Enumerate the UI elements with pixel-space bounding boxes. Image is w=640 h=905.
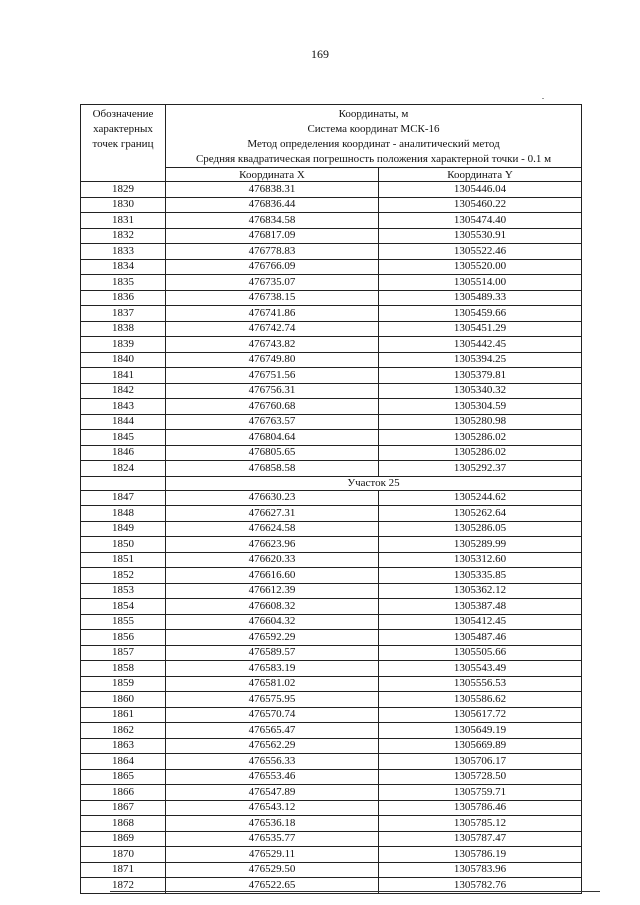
point-id-cell: 1844 xyxy=(81,414,166,430)
coordinate-x-cell: 476804.64 xyxy=(166,430,379,446)
coordinate-y-cell: 1305522.46 xyxy=(379,244,582,260)
table-row xyxy=(81,337,582,353)
table-row xyxy=(81,723,582,739)
coordinate-y-cell: 1305556.53 xyxy=(379,676,582,692)
point-id-cell: 1848 xyxy=(81,506,166,522)
table-row xyxy=(81,290,582,306)
coordinate-y-cell: 1305543.49 xyxy=(379,661,582,677)
table-row xyxy=(81,445,582,461)
group2-rows xyxy=(81,490,582,893)
coordinate-y-cell: 1305394.25 xyxy=(379,352,582,368)
point-id-cell: 1836 xyxy=(81,290,166,306)
point-id-cell: 1862 xyxy=(81,723,166,739)
coordinate-x-cell: 476562.29 xyxy=(166,738,379,754)
table-row xyxy=(81,213,582,229)
table-row xyxy=(81,630,582,646)
coordinate-x-cell: 476556.33 xyxy=(166,754,379,770)
coordinate-x-cell: 476529.11 xyxy=(166,847,379,863)
table-row xyxy=(81,661,582,677)
section-row xyxy=(81,476,582,490)
point-id-cell: 1864 xyxy=(81,754,166,770)
coordinate-x-cell: 476760.68 xyxy=(166,399,379,415)
coordinate-x-cell: 476581.02 xyxy=(166,676,379,692)
coordinate-y-cell: 1305451.29 xyxy=(379,321,582,337)
coordinate-y-cell: 1305446.04 xyxy=(379,182,582,198)
coordinates-sheet xyxy=(80,104,581,894)
coordinate-x-cell: 476834.58 xyxy=(166,213,379,229)
point-id-cell: 1830 xyxy=(81,197,166,213)
table-row xyxy=(81,399,582,415)
point-id-cell: 1850 xyxy=(81,537,166,553)
table-row xyxy=(81,244,582,260)
point-id-cell: 1852 xyxy=(81,568,166,584)
coordinate-x-cell: 476608.32 xyxy=(166,599,379,615)
coordinate-x-cell: 476620.33 xyxy=(166,552,379,568)
point-id-cell: 1837 xyxy=(81,306,166,322)
section-blank-cell xyxy=(81,476,166,490)
point-id-cell: 1832 xyxy=(81,228,166,244)
coordinate-x-cell: 476535.77 xyxy=(166,831,379,847)
point-id-cell: 1833 xyxy=(81,244,166,260)
point-id-cell: 1841 xyxy=(81,368,166,384)
point-designation-header xyxy=(81,105,166,182)
table-row xyxy=(81,306,582,322)
coordinate-y-cell: 1305286.02 xyxy=(379,430,582,446)
point-id-cell: 1870 xyxy=(81,847,166,863)
coordinate-y-cell: 1305304.59 xyxy=(379,399,582,415)
point-id-cell: 1868 xyxy=(81,816,166,832)
coordinate-y-cell: 1305412.45 xyxy=(379,614,582,630)
coordinate-x-cell: 476838.31 xyxy=(166,182,379,198)
point-id-cell: 1863 xyxy=(81,738,166,754)
point-id-cell: 1845 xyxy=(81,430,166,446)
coordinate-y-header: Координата Y xyxy=(379,168,582,182)
coordinate-x-cell: 476738.15 xyxy=(166,290,379,306)
coordinate-y-cell: 1305649.19 xyxy=(379,723,582,739)
table-row xyxy=(81,847,582,863)
coordinate-x-cell: 476763.57 xyxy=(166,414,379,430)
point-id-cell: 1847 xyxy=(81,490,166,506)
table-row xyxy=(81,259,582,275)
coordinate-y-cell: 1305783.96 xyxy=(379,862,582,878)
header-left-line: Обозначение xyxy=(92,108,154,120)
coordinate-y-cell: 1305289.99 xyxy=(379,537,582,553)
coordinate-y-cell: 1305787.47 xyxy=(379,831,582,847)
table-row xyxy=(81,228,582,244)
coordinate-x-cell: 476553.46 xyxy=(166,769,379,785)
coordinate-y-cell: 1305520.00 xyxy=(379,259,582,275)
coordinate-y-cell: 1305442.45 xyxy=(379,337,582,353)
point-id-cell: 1871 xyxy=(81,862,166,878)
table-row xyxy=(81,785,582,801)
point-id-cell: 1831 xyxy=(81,213,166,229)
table-row xyxy=(81,414,582,430)
coordinate-y-cell: 1305586.62 xyxy=(379,692,582,708)
point-id-cell: 1861 xyxy=(81,707,166,723)
table-row xyxy=(81,352,582,368)
coordinate-x-cell: 476751.56 xyxy=(166,368,379,384)
table-row xyxy=(81,800,582,816)
coordinate-y-cell: 1305617.72 xyxy=(379,707,582,723)
section-title: Участок 25 xyxy=(166,476,582,490)
table-row xyxy=(81,506,582,522)
coordinate-x-cell: 476589.57 xyxy=(166,645,379,661)
coordinate-y-cell: 1305759.71 xyxy=(379,785,582,801)
header-left-line: характерных xyxy=(93,123,153,135)
table-row xyxy=(81,490,582,506)
table-row xyxy=(81,707,582,723)
coordinate-y-cell: 1305782.76 xyxy=(379,878,582,894)
coordinate-y-cell: 1305286.02 xyxy=(379,445,582,461)
coordinate-x-cell: 476756.31 xyxy=(166,383,379,399)
table-row xyxy=(81,383,582,399)
table-row xyxy=(81,831,582,847)
coordinate-x-cell: 476565.47 xyxy=(166,723,379,739)
coordinate-y-cell: 1305362.12 xyxy=(379,583,582,599)
point-id-cell: 1853 xyxy=(81,583,166,599)
point-id-cell: 1843 xyxy=(81,399,166,415)
point-id-cell: 1858 xyxy=(81,661,166,677)
coordinate-x-cell: 476612.39 xyxy=(166,583,379,599)
point-id-cell: 1867 xyxy=(81,800,166,816)
coordinate-y-cell: 1305786.19 xyxy=(379,847,582,863)
coordinate-y-cell: 1305280.98 xyxy=(379,414,582,430)
coordinate-x-cell: 476592.29 xyxy=(166,630,379,646)
table-row xyxy=(81,537,582,553)
coordinate-y-cell: 1305286.05 xyxy=(379,521,582,537)
coordinate-x-cell: 476749.80 xyxy=(166,352,379,368)
coordinate-y-cell: 1305460.22 xyxy=(379,197,582,213)
header-left-line: точек границ xyxy=(92,138,154,150)
coordinate-x-cell: 476858.58 xyxy=(166,461,379,477)
point-id-cell: 1865 xyxy=(81,769,166,785)
point-id-cell: 1857 xyxy=(81,645,166,661)
table-row xyxy=(81,769,582,785)
point-id-cell: 1838 xyxy=(81,321,166,337)
coordinate-y-cell: 1305785.12 xyxy=(379,816,582,832)
point-id-cell: 1866 xyxy=(81,785,166,801)
table-row xyxy=(81,197,582,213)
coordinate-x-cell: 476735.07 xyxy=(166,275,379,291)
coordinate-x-cell: 476766.09 xyxy=(166,259,379,275)
coordinate-x-cell: 476547.89 xyxy=(166,785,379,801)
coordinate-x-cell: 476604.32 xyxy=(166,614,379,630)
table-row xyxy=(81,368,582,384)
point-id-cell: 1859 xyxy=(81,676,166,692)
table-row xyxy=(81,321,582,337)
table-row xyxy=(81,754,582,770)
coordinate-y-cell: 1305262.64 xyxy=(379,506,582,522)
point-id-cell: 1834 xyxy=(81,259,166,275)
coordinate-y-cell: 1305728.50 xyxy=(379,769,582,785)
coordinate-y-cell: 1305514.00 xyxy=(379,275,582,291)
coordinate-y-cell: 1305487.46 xyxy=(379,630,582,646)
point-id-cell: 1842 xyxy=(81,383,166,399)
coordinate-y-cell: 1305669.89 xyxy=(379,738,582,754)
coordinate-y-cell: 1305244.62 xyxy=(379,490,582,506)
table-row xyxy=(81,645,582,661)
point-id-cell: 1824 xyxy=(81,461,166,477)
point-id-cell: 1855 xyxy=(81,614,166,630)
table-header-row xyxy=(81,105,582,168)
table-row xyxy=(81,676,582,692)
coordinate-y-cell: 1305379.81 xyxy=(379,368,582,384)
point-id-cell: 1872 xyxy=(81,878,166,894)
point-id-cell: 1860 xyxy=(81,692,166,708)
coordinates-table xyxy=(80,104,582,894)
coordinate-y-cell: 1305340.32 xyxy=(379,383,582,399)
coordinate-x-cell: 476743.82 xyxy=(166,337,379,353)
coordinates-header xyxy=(166,105,582,168)
coordinate-x-cell: 476817.09 xyxy=(166,228,379,244)
coordinate-y-cell: 1305387.48 xyxy=(379,599,582,615)
table-row xyxy=(81,521,582,537)
header-right-line: Метод определения координат - аналитический метод xyxy=(247,138,500,150)
header-right-line: Координаты, м xyxy=(338,108,409,120)
coordinate-x-cell: 476623.96 xyxy=(166,537,379,553)
coordinate-y-cell: 1305474.40 xyxy=(379,213,582,229)
scan-speck xyxy=(542,98,544,99)
section-rows xyxy=(81,476,582,490)
table-row xyxy=(81,461,582,477)
point-id-cell: 1840 xyxy=(81,352,166,368)
coordinate-x-cell: 476583.19 xyxy=(166,661,379,677)
coordinate-x-cell: 476575.95 xyxy=(166,692,379,708)
point-id-cell: 1849 xyxy=(81,521,166,537)
header-right-line: Система координат МСК-16 xyxy=(307,123,440,135)
table-row xyxy=(81,182,582,198)
coordinate-x-cell: 476624.58 xyxy=(166,521,379,537)
point-id-cell: 1851 xyxy=(81,552,166,568)
coordinate-x-cell: 476778.83 xyxy=(166,244,379,260)
coordinate-y-cell: 1305706.17 xyxy=(379,754,582,770)
point-id-cell: 1856 xyxy=(81,630,166,646)
coordinate-x-header: Координата X xyxy=(166,168,379,182)
point-id-cell: 1846 xyxy=(81,445,166,461)
coordinate-y-cell: 1305530.91 xyxy=(379,228,582,244)
coordinate-x-cell: 476570.74 xyxy=(166,707,379,723)
point-id-cell: 1829 xyxy=(81,182,166,198)
point-id-cell: 1835 xyxy=(81,275,166,291)
coordinate-y-cell: 1305505.66 xyxy=(379,645,582,661)
coordinate-y-cell: 1305292.37 xyxy=(379,461,582,477)
point-id-cell: 1854 xyxy=(81,599,166,615)
coordinate-y-cell: 1305459.66 xyxy=(379,306,582,322)
page-number: 169 xyxy=(311,47,329,61)
table-row xyxy=(81,552,582,568)
bottom-rule xyxy=(110,891,600,892)
table-row xyxy=(81,816,582,832)
coordinate-x-cell: 476836.44 xyxy=(166,197,379,213)
point-id-cell: 1869 xyxy=(81,831,166,847)
coordinate-x-cell: 476805.65 xyxy=(166,445,379,461)
group1-rows xyxy=(81,182,582,477)
point-id-cell: 1839 xyxy=(81,337,166,353)
coordinate-x-cell: 476742.74 xyxy=(166,321,379,337)
table-row xyxy=(81,583,582,599)
table-row xyxy=(81,614,582,630)
coordinate-x-cell: 476536.18 xyxy=(166,816,379,832)
coordinate-y-cell: 1305489.33 xyxy=(379,290,582,306)
table-row xyxy=(81,430,582,446)
table-row xyxy=(81,568,582,584)
table-row xyxy=(81,692,582,708)
coordinate-x-cell: 476529.50 xyxy=(166,862,379,878)
coordinate-y-cell: 1305786.46 xyxy=(379,800,582,816)
table-row xyxy=(81,738,582,754)
coordinate-y-cell: 1305312.60 xyxy=(379,552,582,568)
coordinate-x-cell: 476627.31 xyxy=(166,506,379,522)
table-row xyxy=(81,862,582,878)
coordinate-x-cell: 476522.65 xyxy=(166,878,379,894)
coordinate-x-cell: 476616.60 xyxy=(166,568,379,584)
coordinate-y-cell: 1305335.85 xyxy=(379,568,582,584)
coordinate-x-cell: 476630.23 xyxy=(166,490,379,506)
header-right-line: Средняя квадратическая погрешность положения характерной точки - 0.1 м xyxy=(195,153,552,165)
coordinate-x-cell: 476543.12 xyxy=(166,800,379,816)
table-row xyxy=(81,599,582,615)
table-row xyxy=(81,275,582,291)
coordinate-x-cell: 476741.86 xyxy=(166,306,379,322)
